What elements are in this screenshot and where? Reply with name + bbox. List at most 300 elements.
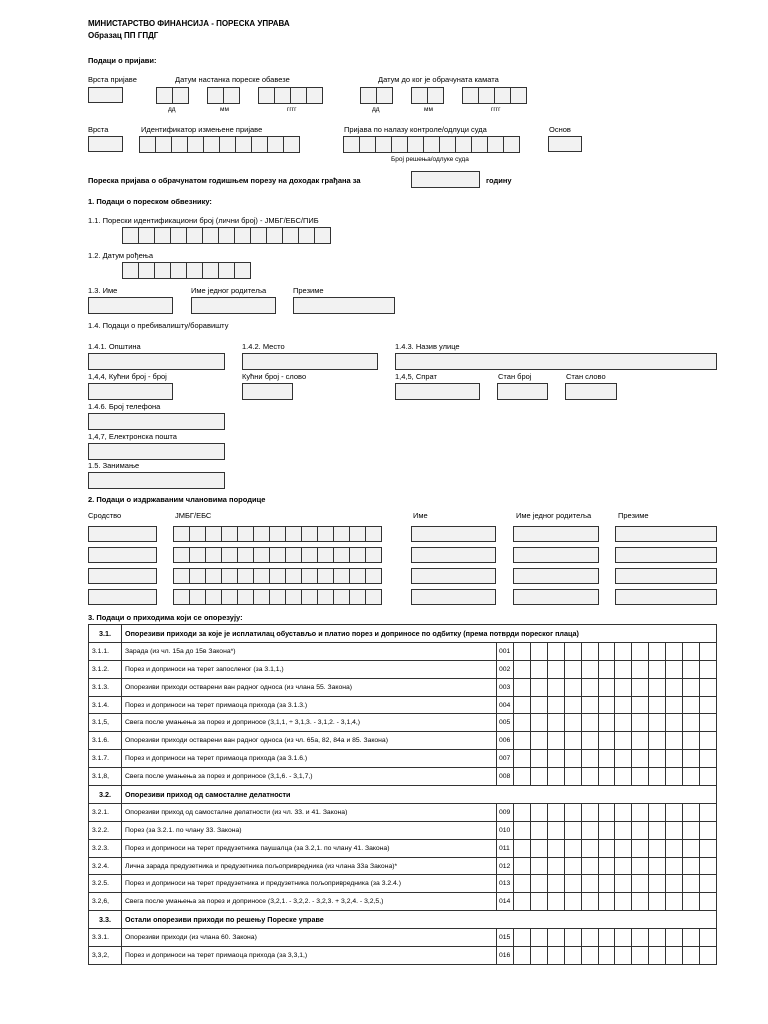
income-amount-cell[interactable] [632,642,649,660]
income-row [89,947,717,965]
income-row [89,714,717,732]
floor-field[interactable] [395,383,480,400]
income-amount-cell[interactable] [649,714,666,732]
income-amount-cell[interactable] [547,821,564,839]
income-row-code: 008 [497,768,514,786]
income-amount-cell[interactable] [666,642,683,660]
income-amount-cell[interactable] [649,678,666,696]
income-amount-cell[interactable] [666,696,683,714]
income-amount-cell[interactable] [598,929,615,947]
income-row [89,732,717,750]
income-amount-cell[interactable] [598,768,615,786]
income-amount-cell[interactable] [598,696,615,714]
income-amount-cell[interactable] [683,839,700,857]
income-amount-cell[interactable] [615,714,632,732]
income-amount-cell[interactable] [632,696,649,714]
income-amount-cell[interactable] [683,893,700,911]
basis-label: Основ [549,125,571,134]
income-amount-cell[interactable] [666,875,683,893]
income-amount-cell[interactable] [699,714,716,732]
income-row-code: 012 [497,857,514,875]
tin-label: 1.1. Порески идентификациони број (лични број) - ЈМБГ/ЕБС/ПИБ [88,216,319,225]
income-amount-cell[interactable] [666,660,683,678]
income-amount-cell[interactable] [514,839,531,857]
dependent-parent-field[interactable] [513,589,599,605]
income-amount-cell[interactable] [564,660,581,678]
income-amount-cell[interactable] [581,857,598,875]
dependent-name-label: Име [413,511,428,520]
income-row-number: 3.1.3. [89,678,122,696]
house-number-field[interactable] [88,383,173,400]
yyyy-label-2: гггг [491,106,501,113]
income-row-number: 3.2.5. [89,875,122,893]
dependent-surname-field[interactable] [615,568,717,584]
dependent-jmbg-cells[interactable] [173,568,381,584]
income-amount-cell[interactable] [530,768,547,786]
income-amount-cell[interactable] [632,929,649,947]
income-amount-cell[interactable] [581,714,598,732]
income-amount-cell[interactable] [581,929,598,947]
income-amount-cell[interactable] [699,678,716,696]
income-amount-cell[interactable] [514,929,531,947]
income-row-label: Опорезиви приходи остварени ван радног односа (из члана 55. Закона) [122,678,497,696]
income-amount-cell[interactable] [581,660,598,678]
income-amount-cell[interactable] [615,660,632,678]
income-amount-cell[interactable] [564,893,581,911]
income-amount-cell[interactable] [514,678,531,696]
income-amount-cell[interactable] [632,875,649,893]
year-label: годину [486,176,512,185]
income-amount-cell[interactable] [530,803,547,821]
liability-year-cells[interactable] [258,87,322,104]
income-amount-cell[interactable] [632,803,649,821]
income-row [89,857,717,875]
income-amount-cell[interactable] [547,696,564,714]
income-amount-cell[interactable] [598,642,615,660]
income-amount-cell[interactable] [683,821,700,839]
dependent-relation-field[interactable] [88,547,157,563]
income-amount-cell[interactable] [547,660,564,678]
income-amount-cell[interactable] [514,803,531,821]
income-amount-cell[interactable] [615,821,632,839]
income-row [89,875,717,893]
income-amount-cell[interactable] [666,768,683,786]
income-amount-cell[interactable] [547,929,564,947]
income-amount-cell[interactable] [632,660,649,678]
income-amount-cell[interactable] [581,893,598,911]
income-amount-cell[interactable] [564,678,581,696]
email-field[interactable] [88,443,225,460]
income-row-number: 3.1.2. [89,660,122,678]
income-amount-cell[interactable] [683,732,700,750]
income-amount-cell[interactable] [530,642,547,660]
income-amount-cell[interactable] [666,803,683,821]
income-row [89,893,717,911]
income-amount-cell[interactable] [699,947,716,965]
income-amount-cell[interactable] [598,732,615,750]
income-amount-cell[interactable] [615,929,632,947]
income-amount-cell[interactable] [683,714,700,732]
income-amount-cell[interactable] [649,821,666,839]
income-amount-cell[interactable] [530,893,547,911]
income-amount-cell[interactable] [649,893,666,911]
income-amount-cell[interactable] [666,750,683,768]
income-amount-cell[interactable] [683,750,700,768]
income-amount-cell[interactable] [598,947,615,965]
income-amount-cell[interactable] [598,803,615,821]
income-amount-cell[interactable] [598,750,615,768]
amended-id-cells[interactable] [139,136,299,153]
income-row-code: 001 [497,642,514,660]
basis-field[interactable] [548,136,582,152]
income-amount-cell[interactable] [683,678,700,696]
income-row-number: 3.2. [89,786,122,804]
income-amount-cell[interactable] [683,642,700,660]
income-amount-cell[interactable] [666,947,683,965]
income-amount-cell[interactable] [683,857,700,875]
income-row-number: 3.2,6, [89,893,122,911]
income-row-code: 016 [497,947,514,965]
dependent-relation-field[interactable] [88,589,157,605]
income-amount-cell[interactable] [547,893,564,911]
income-amount-cell[interactable] [530,696,547,714]
income-amount-cell[interactable] [514,857,531,875]
dependent-surname-field[interactable] [615,547,717,563]
income-amount-cell[interactable] [699,821,716,839]
tax-year-field[interactable] [411,171,480,188]
income-row-number: 3.3.1. [89,929,122,947]
income-amount-cell[interactable] [530,857,547,875]
income-row-code: 010 [497,821,514,839]
income-amount-cell[interactable] [598,839,615,857]
income-amount-cell[interactable] [632,893,649,911]
income-amount-cell[interactable] [649,947,666,965]
house-letter-label: Кућни број - слово [242,372,307,381]
dependent-relation-field[interactable] [88,526,157,542]
income-amount-cell[interactable] [632,750,649,768]
income-amount-cell[interactable] [632,947,649,965]
income-amount-cell[interactable] [530,678,547,696]
income-amount-cell[interactable] [598,678,615,696]
income-amount-cell[interactable] [564,929,581,947]
place-field[interactable] [242,353,378,370]
dependent-jmbg-cells[interactable] [173,547,381,563]
income-row-label: Порез и доприноси на терет предузетника паушалца (за 3.2,1. по члану 41. Закона) [122,839,497,857]
amended-id-label: Идентификатор измењене пријаве [141,125,263,134]
income-amount-cell[interactable] [699,803,716,821]
income-row-label: Свега после умањења за порез и доприносе (3,2,1. - 3,2,2. - 3,2,3. + 3,2,4. - 3,2,5,) [122,893,497,911]
income-amount-cell[interactable] [649,857,666,875]
phone-field[interactable] [88,413,225,430]
income-amount-cell[interactable] [547,839,564,857]
income-amount-cell[interactable] [615,947,632,965]
income-amount-cell[interactable] [699,642,716,660]
income-amount-cell[interactable] [530,839,547,857]
dependent-jmbg-label: ЈМБГ/ЕБС [175,511,212,520]
income-amount-cell[interactable] [699,839,716,857]
income-amount-cell[interactable] [530,929,547,947]
tax-liability-date-label: Датум настанка пореске обавезе [175,75,290,84]
income-amount-cell[interactable] [598,714,615,732]
income-row-label: Опорезиви приход од самосталне делатности (из чл. 33. и 41. Закона) [122,803,497,821]
apt-number-field[interactable] [497,383,548,400]
income-amount-cell[interactable] [615,750,632,768]
income-amount-cell[interactable] [649,875,666,893]
income-amount-cell[interactable] [598,893,615,911]
dependent-jmbg-cells[interactable] [173,589,381,605]
income-amount-cell[interactable] [514,947,531,965]
income-row-code: 011 [497,839,514,857]
income-amount-cell[interactable] [530,714,547,732]
income-amount-cell[interactable] [581,768,598,786]
dependent-surname-field[interactable] [615,589,717,605]
income-amount-cell[interactable] [514,821,531,839]
income-amount-cell[interactable] [547,875,564,893]
income-amount-cell[interactable] [514,714,531,732]
income-row-number: 3.1,5, [89,714,122,732]
tin-cells[interactable] [122,227,330,244]
income-amount-cell[interactable] [632,732,649,750]
income-amount-cell[interactable] [649,803,666,821]
phone-label: 1.4.6. Број телефона [88,402,161,411]
income-amount-cell[interactable] [514,768,531,786]
income-amount-cell[interactable] [564,875,581,893]
income-amount-cell[interactable] [683,929,700,947]
income-amount-cell[interactable] [564,714,581,732]
income-amount-cell[interactable] [581,642,598,660]
income-amount-cell[interactable] [699,875,716,893]
income-row-number: 3.3. [89,911,122,929]
income-amount-cell[interactable] [699,857,716,875]
occupation-field[interactable] [88,472,225,489]
income-amount-cell[interactable] [632,714,649,732]
income-row-number: 3.2.4. [89,857,122,875]
income-amount-cell[interactable] [598,857,615,875]
decision-number-cells[interactable] [343,136,519,153]
income-amount-cell[interactable] [581,750,598,768]
income-amount-cell[interactable] [666,929,683,947]
income-amount-cell[interactable] [547,750,564,768]
income-amount-cell[interactable] [615,678,632,696]
income-amount-cell[interactable] [649,696,666,714]
occupation-label: 1.5. Занимање [88,461,140,470]
income-amount-cell[interactable] [514,696,531,714]
income-amount-cell[interactable] [615,732,632,750]
income-amount-cell[interactable] [683,947,700,965]
income-row-label: Опорезиви приход од самосталне делатности [122,786,717,804]
income-amount-cell[interactable] [547,768,564,786]
decision-number-label: Број решења/одлуке суда [391,156,469,163]
income-amount-cell[interactable] [564,642,581,660]
income-amount-cell[interactable] [699,768,716,786]
income-amount-cell[interactable] [632,839,649,857]
income-amount-cell[interactable] [581,732,598,750]
income-amount-cell[interactable] [615,857,632,875]
income-amount-cell[interactable] [547,857,564,875]
income-amount-cell[interactable] [547,947,564,965]
dependent-surname-label: Презиме [618,511,649,520]
income-amount-cell[interactable] [581,678,598,696]
income-amount-cell[interactable] [666,678,683,696]
income-row-label: Остали опорезиви приходи по решењу Пореске управе [122,911,717,929]
dependent-surname-field[interactable] [615,526,717,542]
surname-field[interactable] [293,297,395,314]
income-row [89,750,717,768]
dependent-parent-field[interactable] [513,547,599,563]
income-amount-cell[interactable] [514,642,531,660]
income-amount-cell[interactable] [514,660,531,678]
income-amount-cell[interactable] [683,875,700,893]
income-row [89,768,717,786]
income-amount-cell[interactable] [699,893,716,911]
income-amount-cell[interactable] [530,732,547,750]
tax-return-label: Пореска пријава о обрачунатом годишњем порезу на доходак грађана за [88,176,361,185]
income-amount-cell[interactable] [666,714,683,732]
income-amount-cell[interactable] [615,839,632,857]
relation-label: Сродство [88,511,122,520]
income-row-code: 006 [497,732,514,750]
income-row [89,821,717,839]
income-amount-cell[interactable] [581,696,598,714]
income-amount-cell[interactable] [615,875,632,893]
filing-section-title: Подаци о пријави: [88,56,157,65]
income-amount-cell[interactable] [666,732,683,750]
income-row [89,678,717,696]
income-amount-cell[interactable] [666,893,683,911]
income-amount-cell[interactable] [615,893,632,911]
income-amount-cell[interactable] [666,839,683,857]
income-amount-cell[interactable] [564,768,581,786]
income-amount-cell[interactable] [649,750,666,768]
dependent-name-field[interactable] [411,568,496,584]
income-amount-cell[interactable] [581,839,598,857]
municipality-field[interactable] [88,353,225,370]
income-amount-cell[interactable] [683,696,700,714]
income-row-code: 005 [497,714,514,732]
income-amount-cell[interactable] [564,839,581,857]
income-amount-cell[interactable] [581,803,598,821]
income-amount-cell[interactable] [564,947,581,965]
income-amount-cell[interactable] [581,947,598,965]
liability-day-cells[interactable] [156,87,188,104]
income-row-label: Порез и доприноси на терет примаоца прихода (за 3,3,1,) [122,947,497,965]
income-amount-cell[interactable] [699,696,716,714]
dependent-parent-field[interactable] [513,526,599,542]
income-amount-cell[interactable] [699,750,716,768]
name-field[interactable] [88,297,173,314]
income-amount-cell[interactable] [547,642,564,660]
income-amount-cell[interactable] [564,732,581,750]
income-amount-cell[interactable] [581,821,598,839]
income-amount-cell[interactable] [581,875,598,893]
house-letter-field[interactable] [242,383,293,400]
dependent-name-field[interactable] [411,526,496,542]
income-amount-cell[interactable] [649,839,666,857]
apt-number-label: Стан број [498,372,532,381]
interest-day-cells[interactable] [360,87,392,104]
interest-year-cells[interactable] [462,87,526,104]
liability-month-cells[interactable] [207,87,239,104]
filing-type-field[interactable] [88,87,123,103]
income-amount-cell[interactable] [564,803,581,821]
income-amount-cell[interactable] [699,929,716,947]
type-field[interactable] [88,136,123,152]
birth-date-cells[interactable] [122,262,250,279]
income-amount-cell[interactable] [632,857,649,875]
dependent-name-field[interactable] [411,547,496,563]
dependent-relation-field[interactable] [88,568,157,584]
income-amount-cell[interactable] [683,768,700,786]
income-amount-cell[interactable] [564,857,581,875]
income-amount-cell[interactable] [514,875,531,893]
dependent-parent-field[interactable] [513,568,599,584]
income-amount-cell[interactable] [564,821,581,839]
income-amount-cell[interactable] [649,929,666,947]
income-table [88,624,717,965]
income-amount-cell[interactable] [530,660,547,678]
income-amount-cell[interactable] [632,768,649,786]
dependent-jmbg-cells[interactable] [173,526,381,542]
income-amount-cell[interactable] [649,732,666,750]
income-amount-cell[interactable] [632,678,649,696]
income-amount-cell[interactable] [564,750,581,768]
dd-label: дд [168,106,176,113]
income-row-label: Порез и доприноси на терет предузетника и предузетника пољопривредника (за 3.2.4.) [122,875,497,893]
income-amount-cell[interactable] [547,732,564,750]
income-amount-cell[interactable] [666,821,683,839]
income-row-code: 004 [497,696,514,714]
street-field[interactable] [395,353,717,370]
income-row-number: 3.1,8, [89,768,122,786]
apt-letter-field[interactable] [565,383,617,400]
income-amount-cell[interactable] [598,875,615,893]
income-amount-cell[interactable] [649,768,666,786]
income-amount-cell[interactable] [530,821,547,839]
income-row-code: 009 [497,803,514,821]
income-amount-cell[interactable] [649,642,666,660]
income-amount-cell[interactable] [699,660,716,678]
income-amount-cell[interactable] [598,821,615,839]
income-amount-cell[interactable] [615,803,632,821]
income-amount-cell[interactable] [615,768,632,786]
income-amount-cell[interactable] [514,750,531,768]
income-amount-cell[interactable] [514,893,531,911]
income-amount-cell[interactable] [547,678,564,696]
ministry-title: МИНИСТАРСТВО ФИНАНСИЈА - ПОРЕСКА УПРАВА [88,19,290,28]
dependent-name-field[interactable] [411,589,496,605]
income-row [89,803,717,821]
income-amount-cell[interactable] [547,714,564,732]
income-amount-cell[interactable] [683,660,700,678]
income-amount-cell[interactable] [530,947,547,965]
income-amount-cell[interactable] [530,875,547,893]
income-amount-cell[interactable] [683,803,700,821]
income-amount-cell[interactable] [547,803,564,821]
income-row-code: 007 [497,750,514,768]
income-amount-cell[interactable] [649,660,666,678]
income-amount-cell[interactable] [699,732,716,750]
income-amount-cell[interactable] [530,750,547,768]
income-amount-cell[interactable] [632,821,649,839]
interest-month-cells[interactable] [411,87,443,104]
parent-name-field[interactable] [191,297,276,314]
income-amount-cell[interactable] [666,857,683,875]
income-amount-cell[interactable] [598,660,615,678]
income-amount-cell[interactable] [514,732,531,750]
income-amount-cell[interactable] [564,696,581,714]
income-amount-cell[interactable] [615,696,632,714]
income-amount-cell[interactable] [615,642,632,660]
